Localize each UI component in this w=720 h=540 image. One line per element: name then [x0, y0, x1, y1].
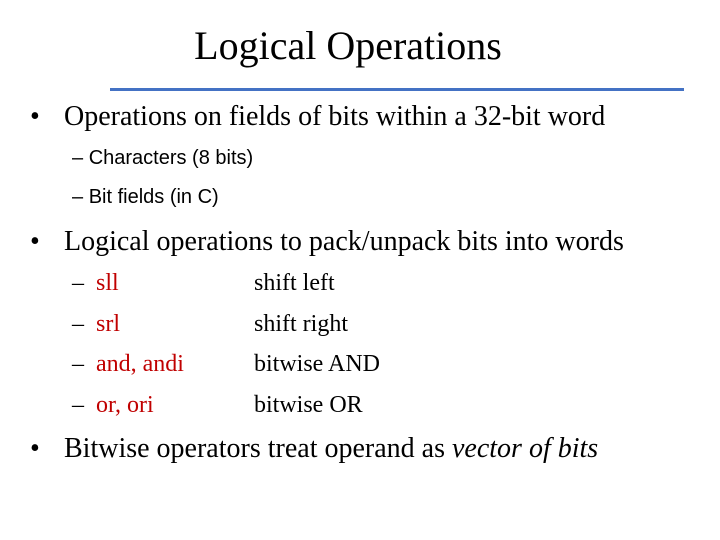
bullet-text: Bitwise operators treat operand as: [64, 433, 452, 464]
operation-name: or, ori: [96, 392, 154, 418]
operation-row-sll: [72, 268, 335, 298]
operation-name: srl: [96, 311, 120, 337]
bullet-text-italic: vector of bits: [451, 433, 599, 464]
bullet-text: Logical operations to pack/unpack bits into words: [64, 226, 624, 257]
operation-description: bitwise OR: [254, 392, 363, 418]
slide-title: Logical Operations: [194, 23, 502, 68]
operation-description: bitwise AND: [254, 351, 380, 377]
operation-row-srl: [72, 309, 348, 339]
operation-marker: –: [72, 270, 84, 296]
sub-bullet-marker: –: [72, 147, 84, 169]
sub-bullet-text: Characters (8 bits): [88, 147, 254, 169]
bullet-3: [30, 433, 598, 465]
operation-name: and, andi: [96, 351, 184, 377]
sub-bullet-1: [72, 145, 253, 171]
operation-marker: –: [72, 392, 84, 418]
sub-bullet-marker: –: [72, 186, 84, 208]
bullet-marker: •: [30, 226, 40, 257]
bullet-1: [30, 101, 605, 133]
bullet-marker: •: [30, 433, 40, 464]
operation-description: shift left: [254, 270, 335, 296]
sub-bullet-2: [72, 184, 219, 210]
bullet-marker: •: [30, 101, 40, 132]
operation-marker: –: [72, 311, 84, 337]
operation-marker: –: [72, 351, 84, 377]
bullet-2: [30, 226, 624, 258]
operation-row-or: [72, 390, 363, 420]
operation-row-and: [72, 349, 380, 379]
title-underline: [110, 88, 684, 91]
sub-bullet-text: Bit fields (in C): [88, 186, 219, 208]
bullet-text: Operations on fields of bits within a 32-bit word: [64, 101, 606, 132]
operation-description: shift right: [254, 311, 348, 337]
operation-name: sll: [96, 270, 119, 296]
